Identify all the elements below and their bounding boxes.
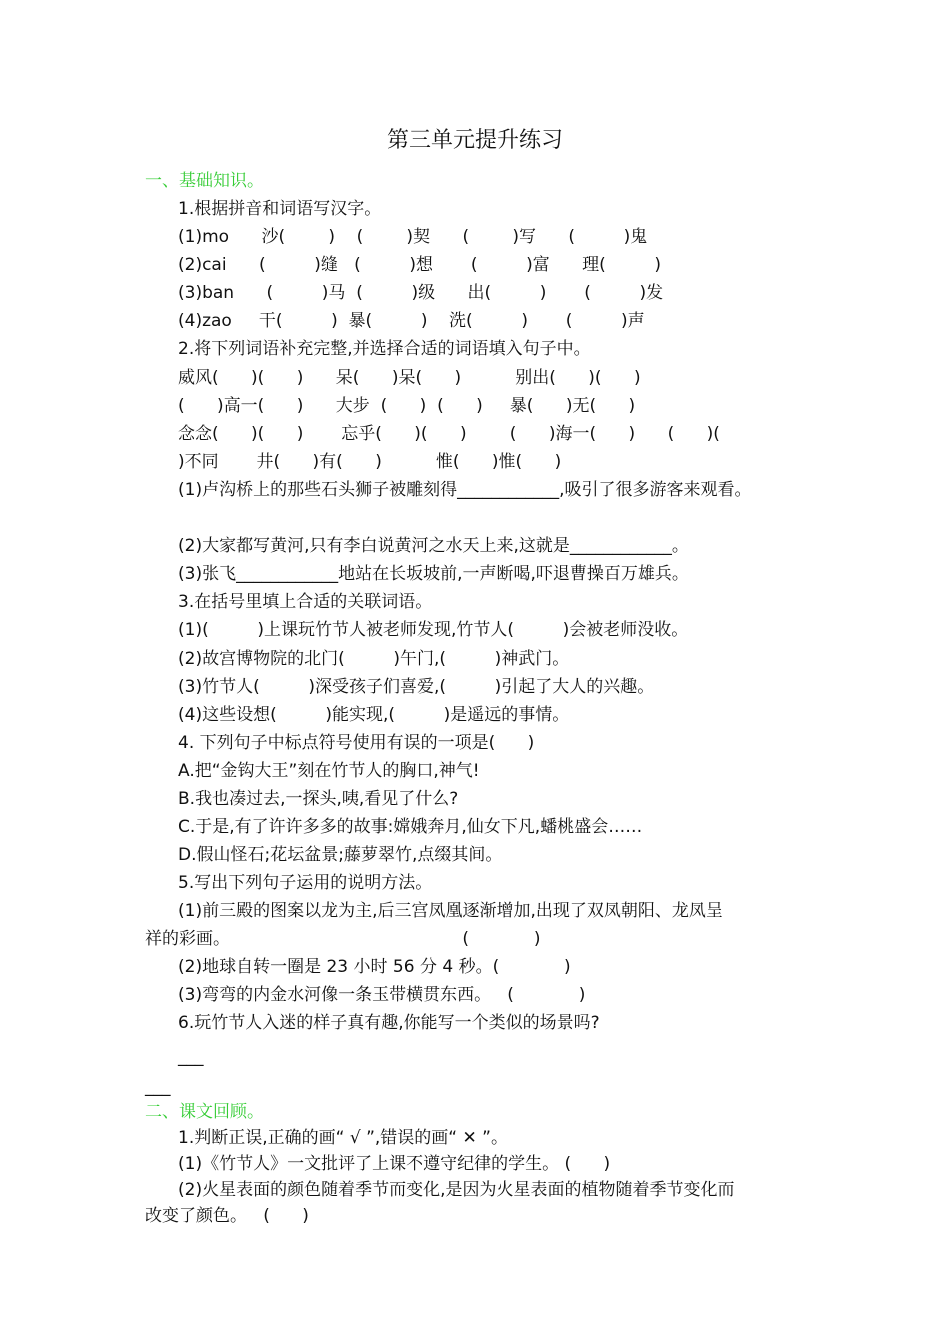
question-line: C.于是,有了许许多多的故事:嫦娥奔月,仙女下凡,蟠桃盛会…… <box>178 817 643 837</box>
question-line: (4)这些设想( )能实现,( )是遥远的事情。 <box>178 705 570 725</box>
question-line: (2)故宫博物院的北门( )午门,( )神武门。 <box>178 649 570 669</box>
question-line: B.我也凑过去,一探头,咦,看见了什么? <box>178 789 459 809</box>
page-title: 第三单元提升练习 <box>386 128 563 153</box>
question-line: (3)弯弯的内金水河像一条玉带横贯东西。 ( ) <box>178 985 586 1005</box>
question-line: 6.玩竹节人入迷的样子真有趣,你能写一个类似的场景吗? <box>178 1013 600 1033</box>
question-line: 1.根据拼音和词语写汉字。 <box>178 199 382 219</box>
question-line: (1)前三殿的图案以龙为主,后三宫凤凰逐渐增加,出现了双凤朝阳、龙凤呈 <box>178 901 723 921</box>
question-line: (2)大家都写黄河,只有李白说黄河之水天上来,这就是____________。 <box>178 536 689 556</box>
question-line: 2.将下列词语补充完整,并选择合适的词语填入句子中。 <box>178 339 591 359</box>
question-line: ( )高一( ) 大步 ( ) ( ) 暴( )无( ) <box>178 396 636 416</box>
question-line: (3)ban ( )马 ( )级 出( ) ( )发 <box>178 283 664 303</box>
question-line: 祥的彩画。 ( ) <box>145 929 541 949</box>
question-line: ___ <box>145 1077 171 1097</box>
question-line: D.假山怪石;花坛盆景;藤萝翠竹,点缀其间。 <box>178 845 503 865</box>
question-line: (4)zao 干( ) 暴( ) 洗( ) ( )声 <box>178 311 645 331</box>
question-line: (3)竹节人( )深受孩子们喜爱,( )引起了大人的兴趣。 <box>178 677 655 697</box>
question-line: A.把“金钩大王”刻在竹节人的胸口,神气! <box>178 761 480 781</box>
question-line: 5.写出下列句子运用的说明方法。 <box>178 873 433 893</box>
question-line: (1)《竹节人》一文批评了上课不遵守纪律的学生。 ( ) <box>178 1154 611 1174</box>
question-line: 1.判断正误,正确的画“ √ ”,错误的画“ ✕ ”。 <box>178 1128 508 1148</box>
question-line: 改变了颜色。 ( ) <box>145 1206 309 1226</box>
question-line: )不同 井( )有( ) 惟( )惟( ) <box>178 452 562 472</box>
question-line: (2)cai ( )缝 ( )想 ( )富 理( ) <box>178 255 662 275</box>
question-line: 念念( )( ) 忘乎( )( ) ( )海一( ) ( )( <box>178 424 720 444</box>
question-line: (1)卢沟桥上的那些石头狮子被雕刻得____________,吸引了很多游客来观看。 <box>178 480 752 500</box>
section-heading: 一、基础知识。 <box>145 171 264 191</box>
section-heading: 二、课文回顾。 <box>145 1102 264 1122</box>
question-line: ___ <box>178 1047 204 1067</box>
question-line: (1)mo 沙( ) ( )契 ( )写 ( )鬼 <box>178 227 648 247</box>
question-line: (3)张飞____________地站在长坂坡前,一声断喝,吓退曹操百万雄兵。 <box>178 564 689 584</box>
question-line: (1)( )上课玩竹节人被老师发现,竹节人( )会被老师没收。 <box>178 620 689 640</box>
question-line: (2)地球自转一圈是 23 小时 56 分 4 秒。( ) <box>178 957 571 977</box>
question-line: (2)火星表面的颜色随着季节而变化,是因为火星表面的植物随着季节变化而 <box>178 1180 735 1200</box>
question-line: 3.在括号里填上合适的关联词语。 <box>178 592 433 612</box>
question-line: 4. 下列句子中标点符号使用有误的一项是( ) <box>178 733 535 753</box>
question-line: 威风( )( ) 呆( )呆( ) 别出( )( ) <box>178 368 641 388</box>
